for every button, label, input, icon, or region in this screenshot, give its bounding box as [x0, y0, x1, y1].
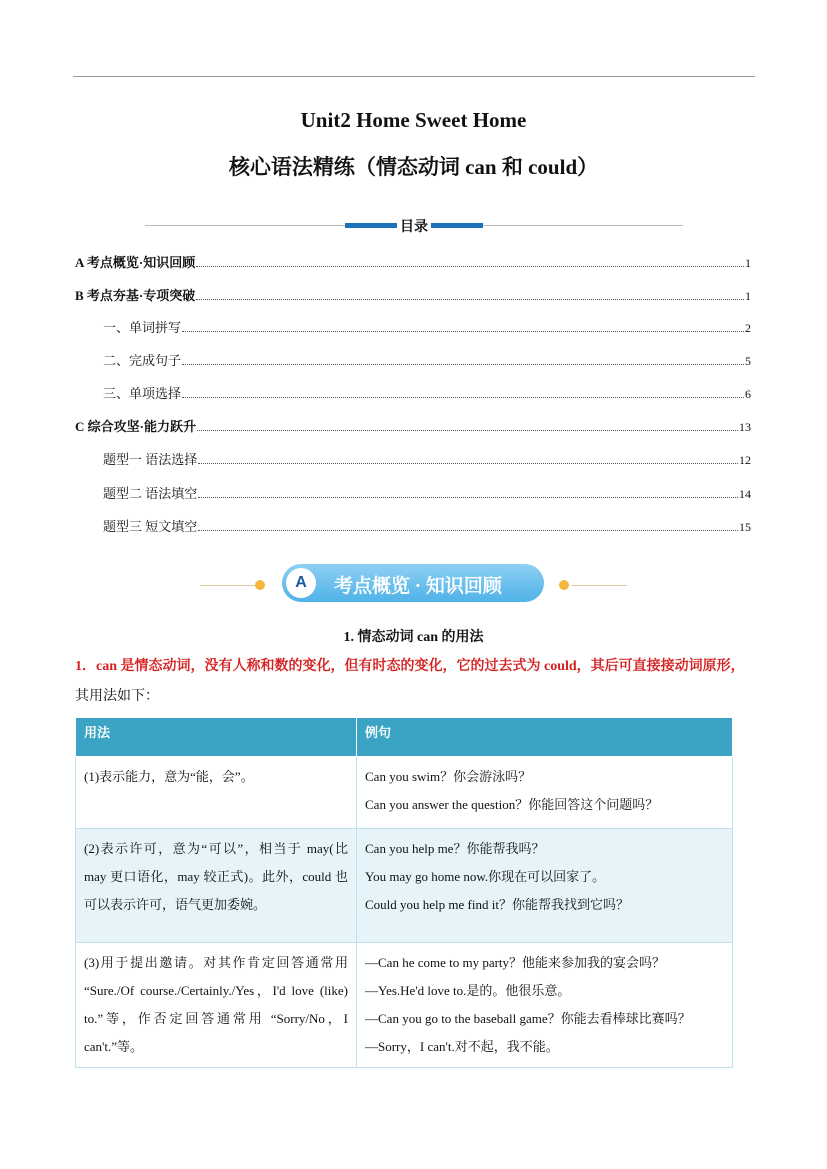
toc-item-label: 题型三 短文填空 — [103, 519, 198, 534]
table-header-usage: 用法 — [76, 718, 357, 757]
toc-page-number: 15 — [739, 520, 751, 534]
table-header-example: 例句 — [357, 718, 733, 757]
top-rule — [73, 76, 755, 77]
toc-dot-leader — [182, 397, 744, 398]
example-sentence: —Sorry，I can't.对不起，我不能。 — [365, 1039, 559, 1054]
example-cell — [357, 943, 733, 1068]
example-sentence: Can you answer the question？你能回答这个问题吗？ — [365, 797, 659, 812]
banner-dot-right — [559, 580, 569, 590]
section-badge: A — [286, 568, 316, 598]
section-subheading: 1. 情态动词 can 的用法 — [343, 630, 484, 645]
grammar-table — [75, 717, 733, 1068]
toc-item[interactable] — [75, 251, 751, 271]
toc-item-label: 一、单词拼写 — [103, 320, 182, 335]
toc-page-number: 5 — [745, 354, 751, 368]
toc-item[interactable] — [103, 448, 751, 468]
example-sentence: You may go home now.你现在可以回家了。 — [365, 869, 606, 884]
example-sentence: Can you swim？你会游泳吗？ — [365, 769, 532, 784]
banner-line-right — [572, 585, 627, 586]
example-sentence: —Yes.He'd love to.是的。他很乐意。 — [365, 983, 571, 998]
toc-page-number: 2 — [745, 321, 751, 335]
toc-heading-label: 目录 — [400, 220, 428, 235]
toc-item[interactable] — [103, 349, 751, 369]
toc-item-label: 三、单项选择 — [103, 386, 182, 401]
toc-item-label: 题型一 语法选择 — [103, 452, 198, 467]
section-title: 考点概览 · 知识回顾 — [334, 576, 502, 597]
page-title: Unit2 Home Sweet Home — [300, 108, 527, 132]
example-sentence: —Can you go to the baseball game？你能去看棒球比赛吗？ — [365, 1011, 691, 1026]
toc-dot-leader — [196, 299, 744, 300]
toc-page-number: 13 — [739, 420, 751, 434]
example-sentence: Can you help me？你能帮我吗？ — [365, 841, 545, 856]
toc-page-number: 6 — [745, 387, 751, 401]
toc-item[interactable] — [103, 515, 751, 535]
example-sentence: Could you help me find it？你能帮我找到它吗？ — [365, 897, 629, 912]
toc-dot-leader — [198, 530, 738, 531]
toc-page-number: 14 — [739, 487, 751, 501]
rule-text: 其用法如下： — [75, 689, 159, 704]
toc-page-number: 12 — [739, 453, 751, 467]
example-cell — [357, 829, 733, 943]
toc-dot-leader — [182, 331, 744, 332]
toc-heading — [145, 218, 683, 235]
usage-cell: (1)表示能力，意为“能，会”。 — [76, 757, 357, 829]
toc-item[interactable] — [75, 415, 751, 435]
usage-cell: (3)用于提出邀请。对其作肯定回答通常用 “Sure./Of course./Certainly./Yes，I'd love (like) to.”等，作否定回答通常用 “Sorry/No，I can't.”等。 — [76, 943, 357, 1068]
toc-dot-leader — [197, 430, 738, 431]
toc-page-number: 1 — [745, 256, 751, 270]
banner-line-left — [200, 585, 255, 586]
table-row — [76, 943, 733, 1068]
toc-item[interactable] — [103, 382, 751, 402]
toc-item[interactable] — [103, 482, 751, 502]
rule-text-red: 1．can 是情态动词，没有人称和数的变化，但有时态的变化，它的过去式为 could，其后可直接接动词原形， — [75, 659, 745, 674]
toc-page-number: 1 — [745, 289, 751, 303]
toc-item[interactable] — [103, 316, 751, 336]
table-row — [76, 829, 733, 943]
toc-item-label: 二、完成句子 — [103, 353, 182, 368]
usage-cell: (2)表示许可，意为“可以”，相当于 may(比 may 更口语化，may 较正式)。此外，could 也可以表示许可，语气更加委婉。 — [76, 829, 357, 943]
toc-item-label: 题型二 语法填空 — [103, 486, 198, 501]
toc-item-label: C 综合攻坚·能力跃升 — [75, 419, 196, 434]
example-cell — [357, 757, 733, 829]
toc-dot-leader — [198, 497, 738, 498]
banner-dot-left — [255, 580, 265, 590]
toc-dot-leader — [182, 364, 744, 365]
table-row — [76, 757, 733, 829]
toc-item-label: B 考点夯基·专项突破 — [75, 288, 196, 303]
rule-paragraph — [75, 652, 755, 712]
section-a-banner — [200, 562, 627, 606]
toc-dot-leader — [198, 463, 738, 464]
example-sentence: —Can he come to my party？他能来参加我的宴会吗？ — [365, 955, 666, 970]
toc-item-label: A 考点概览·知识回顾 — [75, 255, 196, 270]
page-subtitle: 核心语法精练（情态动词 can 和 could） — [228, 155, 599, 179]
toc-dot-leader — [196, 266, 744, 267]
toc-item[interactable] — [75, 284, 751, 304]
